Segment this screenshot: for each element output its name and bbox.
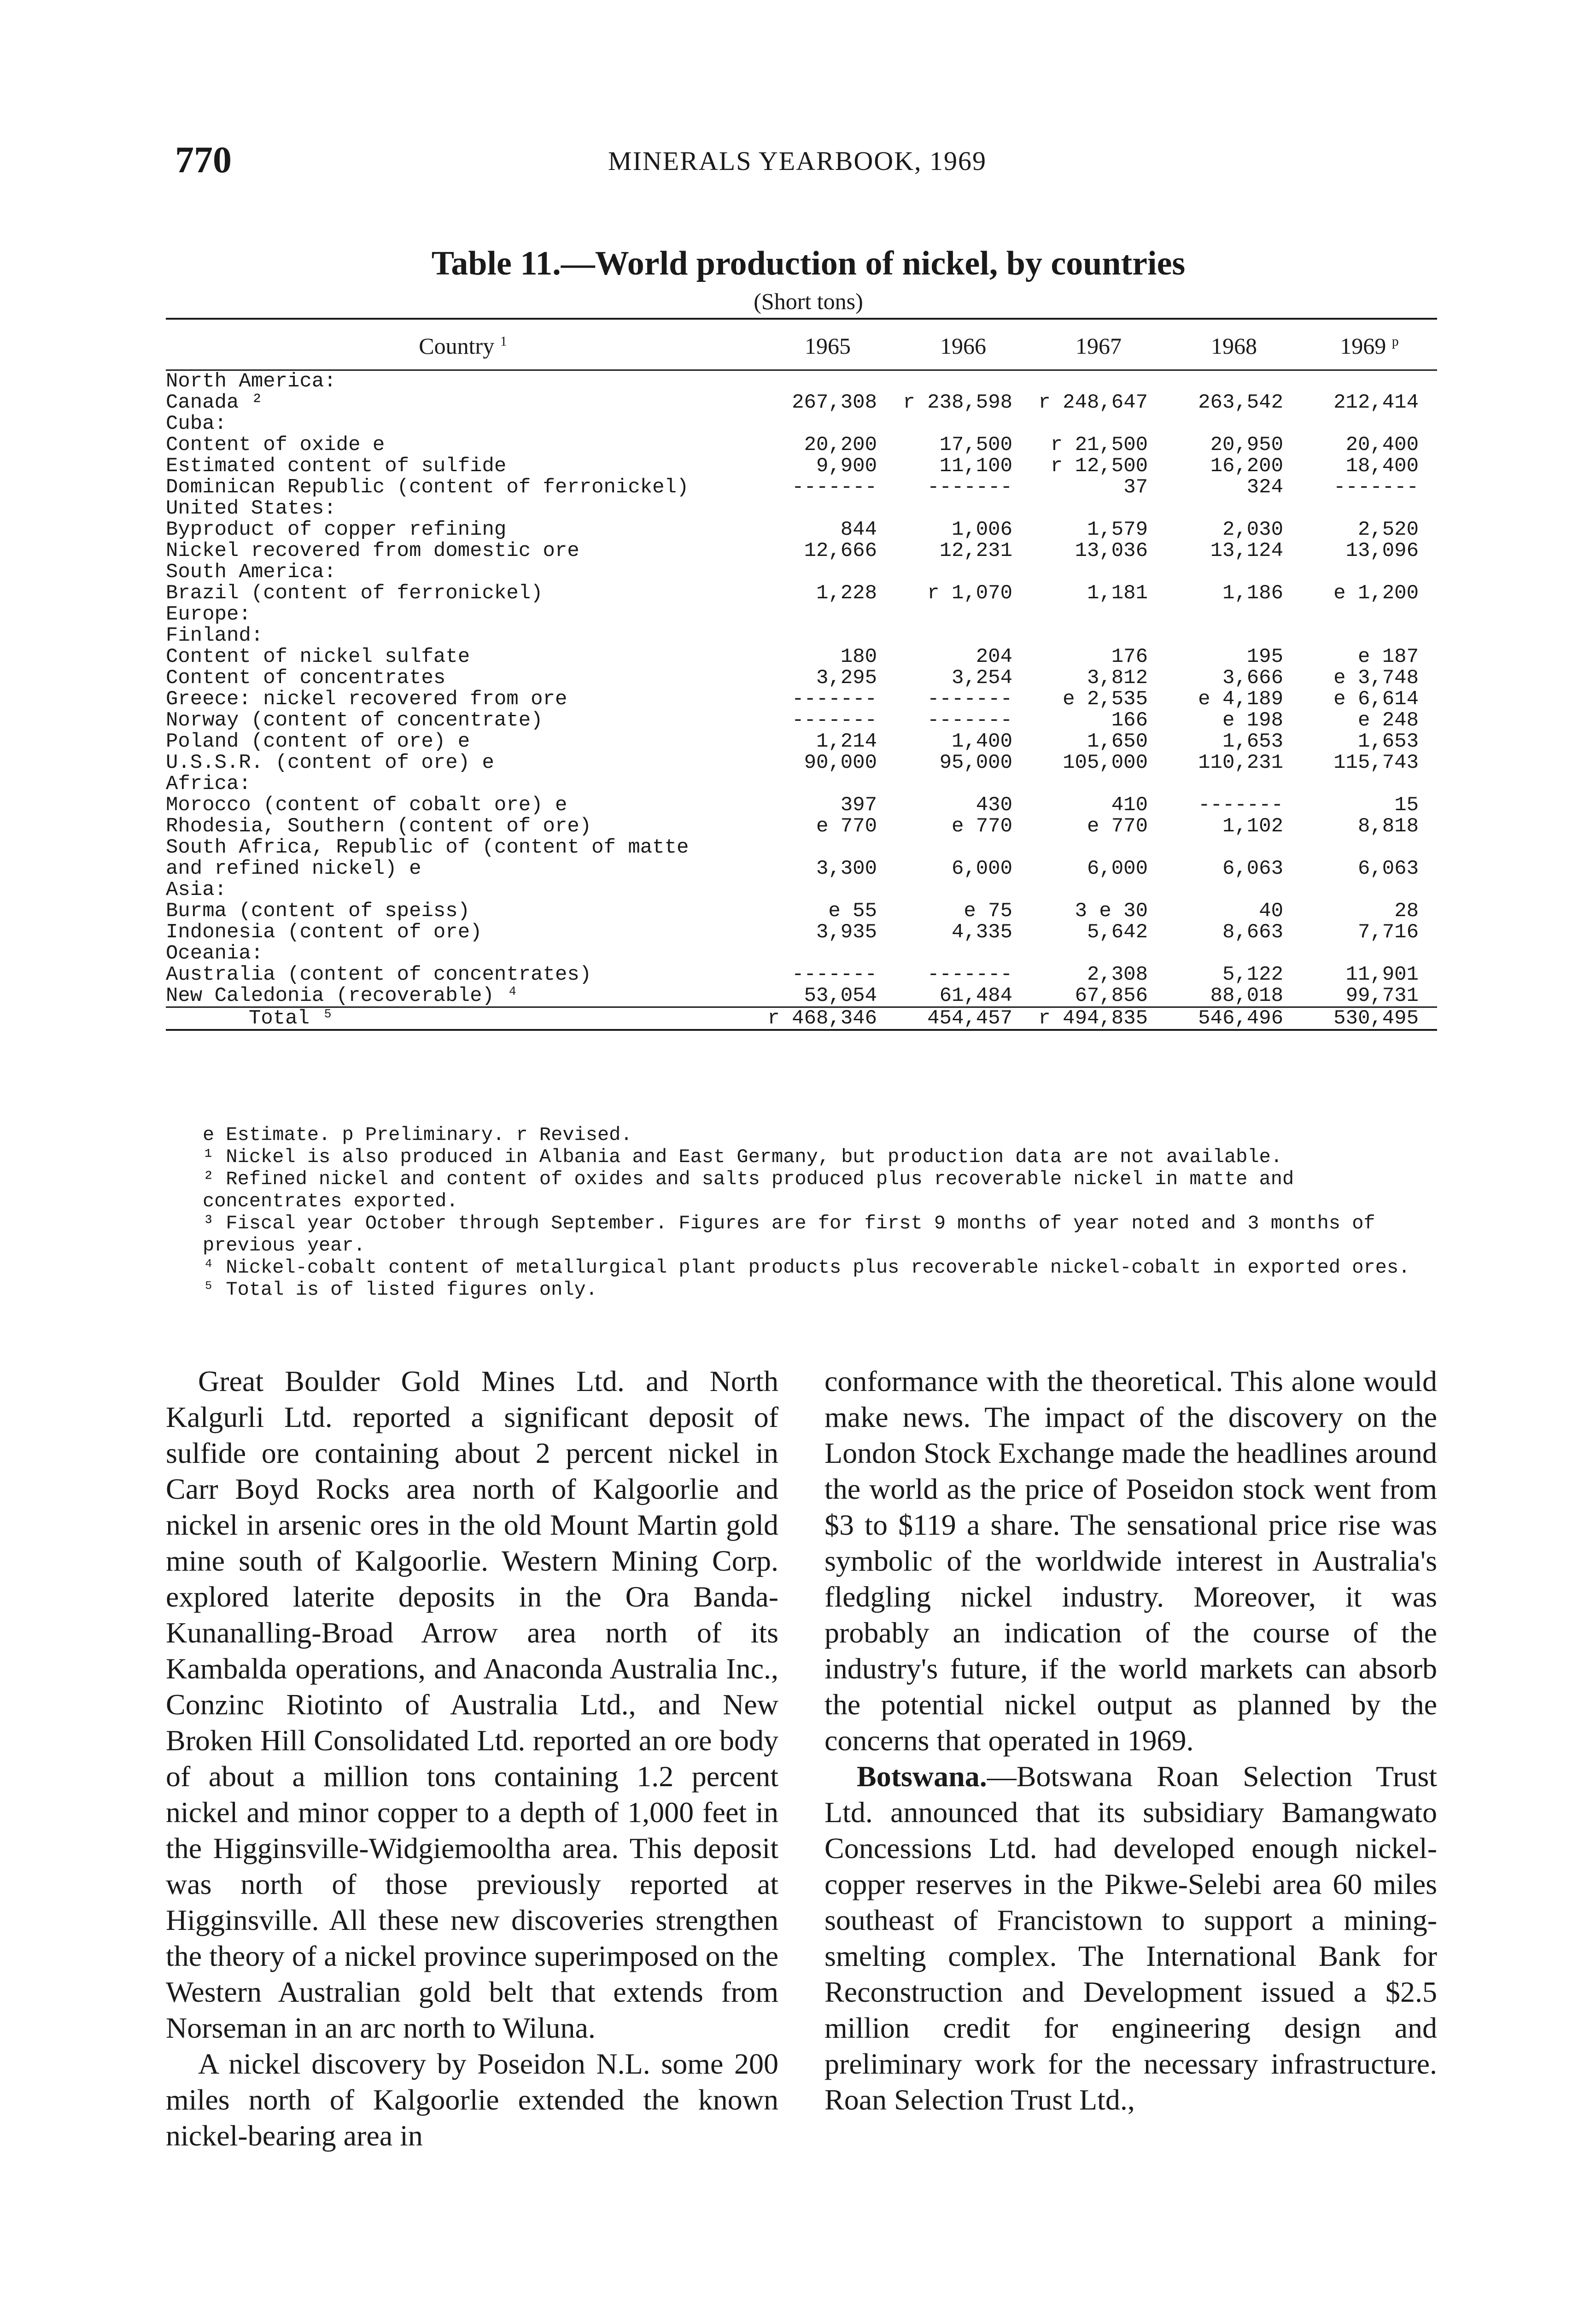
cell-value: 3,300 — [816, 858, 877, 879]
cell-value: ------- — [927, 964, 1012, 985]
cell-value: 6,063 — [1222, 858, 1283, 879]
cell-value: 40 — [1259, 900, 1283, 922]
cell-value: 13,096 — [1345, 540, 1419, 561]
table-header-row — [166, 322, 1437, 370]
cell-value: 37 — [1123, 477, 1148, 498]
cell-value — [760, 604, 895, 625]
table-row — [166, 900, 1437, 922]
cell-value: 8,818 — [1357, 816, 1419, 837]
table-row — [166, 583, 1437, 604]
cell-value: 5,642 — [1087, 922, 1148, 943]
cell-value: 530,495 — [1302, 1007, 1437, 1030]
row-label: Brazil (content of ferronickel) — [166, 583, 543, 604]
row-label: and refined nickel) e — [166, 858, 421, 879]
cell-value: 204 — [976, 646, 1012, 667]
row-label: North America: — [166, 370, 336, 392]
cell-value: 397 — [840, 795, 877, 816]
cell-value: 67,856 — [1075, 985, 1148, 1007]
row-label: New Caledonia (recoverable) ⁴ — [166, 985, 519, 1007]
cell-value: e 2,535 — [1063, 689, 1148, 710]
table-row — [166, 752, 1437, 773]
cell-value: r 468,346 — [760, 1007, 895, 1030]
cell-value: 1,650 — [1087, 731, 1148, 752]
cell-value — [1302, 498, 1437, 519]
body-paragraph: Great Boulder Gold Mines Ltd. and North Kalgurli Ltd. reported a significant deposit of sulfide ore containing about 2 percent nickel in Carr Boyd Rocks area north of Kalgoorlie and nickel in arsenic ores in the old Mount Martin gold mine south of Kalgoorlie. Western Mining Corp. explored laterite deposits in the Ora Banda-Kunanalling-Broad Arrow area north of its Kambalda operations, and Anaconda Australia Inc., Conzinc Riotinto of Australia Ltd., and New Broken Hill Consolidated Ltd. reported an ore body of about a million tons containing 1.2 percent nickel and minor copper to a depth of 1,000 feet in the Higginsville-Widgiemooltha area. This deposit was north of those previously reported at Higginsville. All these new discoveries strengthen the theory of a nickel province superimposed on the Western Australian gold belt that extends from Norseman in an arc north to Wiluna. — [166, 1365, 778, 2044]
cell-value — [895, 773, 1031, 795]
row-label: Total ⁵ — [166, 1007, 760, 1030]
section-heading: Botswana. — [857, 1760, 987, 1793]
table-row — [166, 413, 1437, 434]
cell-value: 7,716 — [1357, 922, 1419, 943]
running-title: MINERALS YEARBOOK, 1969 — [608, 146, 987, 176]
cell-value: 1,181 — [1087, 583, 1148, 604]
cell-value: ------- — [927, 710, 1012, 731]
footnote: ¹ Nickel is also produced in Albania and East Germany, but production data are not available. — [203, 1146, 1282, 1168]
cell-value: e 6,614 — [1333, 689, 1419, 710]
cell-value — [895, 370, 1031, 392]
table-row — [166, 985, 1437, 1007]
row-label: Byproduct of copper refining — [166, 519, 507, 540]
row-label: Australia (content of concentrates) — [166, 964, 592, 985]
table-total-row — [166, 1007, 1437, 1030]
cell-value: 1,186 — [1222, 583, 1283, 604]
table-row — [166, 964, 1437, 985]
row-label: Africa: — [166, 773, 251, 795]
col-header-country: Country $^1$ — [166, 322, 760, 370]
cell-value: 105,000 — [1063, 752, 1148, 773]
table-row — [166, 922, 1437, 943]
table-row — [166, 795, 1437, 816]
cell-value: ------- — [792, 710, 877, 731]
cell-value: 2,520 — [1357, 519, 1419, 540]
cell-value: e 55 — [828, 900, 877, 922]
table-row — [166, 392, 1437, 413]
row-label: Finland: — [166, 625, 263, 646]
cell-value: 53,054 — [804, 985, 877, 1007]
row-label: Content of concentrates — [166, 667, 446, 689]
row-label: Europe: — [166, 604, 251, 625]
cell-value: 1,214 — [816, 731, 877, 752]
row-label: Morocco (content of cobalt ore) e — [166, 795, 567, 816]
cell-value: r 12,500 — [1050, 456, 1148, 477]
cell-value — [1031, 773, 1166, 795]
cell-value: 195 — [1246, 646, 1283, 667]
cell-value: e 187 — [1357, 646, 1419, 667]
cell-value — [1031, 604, 1166, 625]
cell-value — [760, 879, 895, 900]
table-row — [166, 561, 1437, 583]
cell-value: ------- — [1333, 477, 1419, 498]
cell-value: 11,901 — [1345, 964, 1419, 985]
cell-value: 1,228 — [816, 583, 877, 604]
cell-value — [760, 498, 895, 519]
col-header-1967: 1967 — [1031, 322, 1166, 370]
row-label: Asia: — [166, 879, 227, 900]
table-row — [166, 519, 1437, 540]
row-label: United States: — [166, 498, 336, 519]
cell-value: 61,484 — [939, 985, 1012, 1007]
table-row — [166, 456, 1437, 477]
cell-value: 13,124 — [1210, 540, 1283, 561]
cell-value: 2,308 — [1087, 964, 1148, 985]
cell-value: 95,000 — [939, 752, 1012, 773]
table-top-rule — [166, 318, 1437, 320]
table-row — [166, 710, 1437, 731]
cell-value — [895, 879, 1031, 900]
body-paragraph: conformance with the theoretical. This alone would make news. The impact of the discovery on the London Stock Exchange made the headlines around the world as the price of Poseidon stock went from $3 to $119 a share. The sensational price rise was symbolic of the worldwide interest in Australia's fledgling nickel industry. Moreover, it was probably an indication of the course of the industry's future, if the world markets can absorb the potential nickel output as planned by the concerns that operated in 1969. — [824, 1365, 1437, 1757]
cell-value — [1166, 879, 1302, 900]
row-label: Norway (content of concentrate) — [166, 710, 543, 731]
row-label: Content of oxide e — [166, 434, 385, 456]
col-header-1966: 1966 — [895, 322, 1031, 370]
cell-value: 2,030 — [1222, 519, 1283, 540]
cell-value: e 1,200 — [1333, 583, 1419, 604]
cell-value — [1031, 625, 1166, 646]
cell-value — [1302, 413, 1437, 434]
cell-value — [760, 370, 895, 392]
footnote: ⁵ Total is of listed figures only. — [203, 1279, 597, 1301]
cell-value: 6,063 — [1357, 858, 1419, 879]
cell-value — [1031, 561, 1166, 583]
cell-value — [1302, 604, 1437, 625]
cell-value: 1,102 — [1222, 816, 1283, 837]
col-header-1968: 1968 — [1166, 322, 1302, 370]
row-label: Oceania: — [166, 943, 263, 964]
cell-value: 3 e 30 — [1075, 900, 1148, 922]
cell-value — [1302, 561, 1437, 583]
page-number: 770 — [175, 139, 232, 181]
cell-value: 1,653 — [1222, 731, 1283, 752]
cell-value — [1031, 943, 1166, 964]
cell-value: 546,496 — [1166, 1007, 1302, 1030]
row-label: Canada ² — [166, 392, 263, 413]
table-row — [166, 540, 1437, 561]
cell-value: 16,200 — [1210, 456, 1283, 477]
table-row — [166, 731, 1437, 752]
cell-value — [1031, 498, 1166, 519]
row-label: Nickel recovered from domestic ore — [166, 540, 579, 561]
table-row — [166, 625, 1437, 646]
cell-value: ------- — [792, 964, 877, 985]
cell-value — [895, 837, 1031, 858]
cell-value: 20,950 — [1210, 434, 1283, 456]
cell-value: 110,231 — [1198, 752, 1283, 773]
cell-value — [1166, 370, 1302, 392]
cell-value: 430 — [976, 795, 1012, 816]
cell-value: 212,414 — [1333, 392, 1419, 413]
cell-value: 324 — [1246, 477, 1283, 498]
cell-value: 9,900 — [816, 456, 877, 477]
cell-value: 3,666 — [1222, 667, 1283, 689]
cell-value — [1302, 625, 1437, 646]
row-label: Rhodesia, Southern (content of ore) — [166, 816, 592, 837]
cell-value: 18,400 — [1345, 456, 1419, 477]
cell-value — [1302, 773, 1437, 795]
cell-value — [1166, 604, 1302, 625]
footnote: ⁴ Nickel-cobalt content of metallurgical plant products plus recoverable nickel-cobalt in exported ores. — [203, 1257, 1410, 1279]
cell-value: ------- — [927, 477, 1012, 498]
footnote: e Estimate. p Preliminary. r Revised. — [203, 1124, 632, 1146]
table-row — [166, 434, 1437, 456]
body-column-left — [166, 1363, 778, 2154]
cell-value: e 198 — [1222, 710, 1283, 731]
footnotes — [166, 1124, 1437, 1301]
cell-value — [1166, 413, 1302, 434]
table-row — [166, 667, 1437, 689]
row-label: Dominican Republic (content of ferronickel) — [166, 477, 689, 498]
cell-value — [895, 561, 1031, 583]
cell-value: 20,200 — [804, 434, 877, 456]
cell-value: 17,500 — [939, 434, 1012, 456]
row-label: Poland (content of ore) e — [166, 731, 470, 752]
footnote: ² Refined nickel and content of oxides and salts produced plus recoverable nickel in matte and concentrates exported. — [203, 1168, 1294, 1212]
cell-value — [1166, 498, 1302, 519]
cell-value — [760, 943, 895, 964]
row-label: South Africa, Republic of (content of matte — [166, 837, 689, 858]
cell-value: 90,000 — [804, 752, 877, 773]
table-row — [166, 477, 1437, 498]
table-row — [166, 837, 1437, 858]
nickel-production-table — [166, 322, 1437, 1031]
table-row — [166, 943, 1437, 964]
cell-value: 410 — [1111, 795, 1148, 816]
cell-value: 1,400 — [951, 731, 1012, 752]
table-row — [166, 604, 1437, 625]
cell-value: 20,400 — [1345, 434, 1419, 456]
cell-value: 1,653 — [1357, 731, 1419, 752]
cell-value: 15 — [1394, 795, 1419, 816]
row-label: Burma (content of speiss) — [166, 900, 470, 922]
cell-value: 3,812 — [1087, 667, 1148, 689]
cell-value — [760, 625, 895, 646]
cell-value — [895, 604, 1031, 625]
cell-value: 4,335 — [951, 922, 1012, 943]
body-column-right — [824, 1363, 1437, 2118]
cell-value — [895, 413, 1031, 434]
cell-value: ------- — [1198, 795, 1283, 816]
cell-value — [760, 413, 895, 434]
cell-value: ------- — [792, 689, 877, 710]
cell-value — [895, 498, 1031, 519]
cell-value: e 3,748 — [1333, 667, 1419, 689]
row-label: Content of nickel sulfate — [166, 646, 470, 667]
cell-value — [1031, 879, 1166, 900]
row-label: U.S.S.R. (content of ore) e — [166, 752, 494, 773]
cell-value: e 248 — [1357, 710, 1419, 731]
cell-value: 8,663 — [1222, 922, 1283, 943]
cell-value: ------- — [927, 689, 1012, 710]
cell-value: 3,935 — [816, 922, 877, 943]
cell-value: ------- — [792, 477, 877, 498]
table-row — [166, 498, 1437, 519]
cell-value — [1031, 413, 1166, 434]
cell-value — [1166, 943, 1302, 964]
cell-value: 11,100 — [939, 456, 1012, 477]
cell-value: r 494,835 — [1031, 1007, 1166, 1030]
body-paragraph-botswana: Botswana.—Botswana Roan Selection Trust Ltd. announced that its subsidiary Bamangwato Concessions Ltd. had developed enough nickel-copper reserves in the Pikwe-Selebi area 60 miles southeast of Francistown to support a mining-smelting complex. The International Bank for Reconstruction and Development issued a $2.5 million credit for engineering design and preliminary work for the necessary infrastructure. Roan Selection Trust Ltd., — [824, 1760, 1437, 2116]
col-header-1965: 1965 — [760, 322, 895, 370]
table-subtitle: (Short tons) — [754, 288, 863, 314]
cell-value: 3,254 — [951, 667, 1012, 689]
page-header — [175, 138, 1442, 193]
cell-value: 6,000 — [951, 858, 1012, 879]
table-row — [166, 773, 1437, 795]
table-row — [166, 879, 1437, 900]
cell-value: 844 — [840, 519, 877, 540]
table-row — [166, 370, 1437, 392]
cell-value — [1302, 837, 1437, 858]
cell-value: e 4,189 — [1198, 689, 1283, 710]
cell-value — [1166, 561, 1302, 583]
cell-value — [760, 837, 895, 858]
cell-value: r 238,598 — [903, 392, 1012, 413]
cell-value: 3,295 — [816, 667, 877, 689]
row-label: Indonesia (content of ore) — [166, 922, 482, 943]
cell-value — [895, 625, 1031, 646]
cell-value — [1031, 370, 1166, 392]
cell-value — [1166, 773, 1302, 795]
cell-value: 12,231 — [939, 540, 1012, 561]
cell-value: 28 — [1394, 900, 1419, 922]
cell-value: e 75 — [964, 900, 1012, 922]
cell-value — [1302, 943, 1437, 964]
cell-value — [1031, 837, 1166, 858]
cell-value: 12,666 — [804, 540, 877, 561]
col-header-1969: 1969 $^p$ — [1302, 322, 1437, 370]
table-row — [166, 816, 1437, 837]
table-title: Table 11.—World production of nickel, by countries — [431, 245, 1186, 282]
cell-value: 176 — [1111, 646, 1148, 667]
cell-value: 88,018 — [1210, 985, 1283, 1007]
table-row — [166, 646, 1437, 667]
row-label: Cuba: — [166, 413, 227, 434]
cell-value: 263,542 — [1198, 392, 1283, 413]
cell-value — [1302, 879, 1437, 900]
cell-value: 180 — [840, 646, 877, 667]
cell-value: r 1,070 — [927, 583, 1012, 604]
row-label: Estimated content of sulfide — [166, 456, 507, 477]
cell-value: 267,308 — [792, 392, 877, 413]
cell-value: 1,579 — [1087, 519, 1148, 540]
cell-value — [1166, 837, 1302, 858]
table-row — [166, 858, 1437, 879]
cell-value — [895, 943, 1031, 964]
cell-value: r 21,500 — [1050, 434, 1148, 456]
cell-value: 166 — [1111, 710, 1148, 731]
cell-value: e 770 — [1087, 816, 1148, 837]
cell-value — [1302, 370, 1437, 392]
row-label: South America: — [166, 561, 336, 583]
cell-value: 6,000 — [1087, 858, 1148, 879]
cell-value: 99,731 — [1345, 985, 1419, 1007]
cell-value: 5,122 — [1222, 964, 1283, 985]
cell-value: e 770 — [951, 816, 1012, 837]
cell-value — [1166, 625, 1302, 646]
cell-value — [760, 561, 895, 583]
cell-value: 1,006 — [951, 519, 1012, 540]
cell-value: 115,743 — [1333, 752, 1419, 773]
row-label: Greece: nickel recovered from ore — [166, 689, 567, 710]
cell-value: 13,036 — [1075, 540, 1148, 561]
cell-value — [760, 773, 895, 795]
table-row — [166, 689, 1437, 710]
cell-value: e 770 — [816, 816, 877, 837]
footnote: ³ Fiscal year October through September. Figures are for first 9 months of year noted and 3 months of previous year. — [203, 1212, 1375, 1257]
body-paragraph: A nickel discovery by Poseidon N.L. some 200 miles north of Kalgoorlie extended the known nickel-bearing area in — [166, 2047, 778, 2152]
cell-value: 454,457 — [895, 1007, 1031, 1030]
cell-value: r 248,647 — [1038, 392, 1148, 413]
